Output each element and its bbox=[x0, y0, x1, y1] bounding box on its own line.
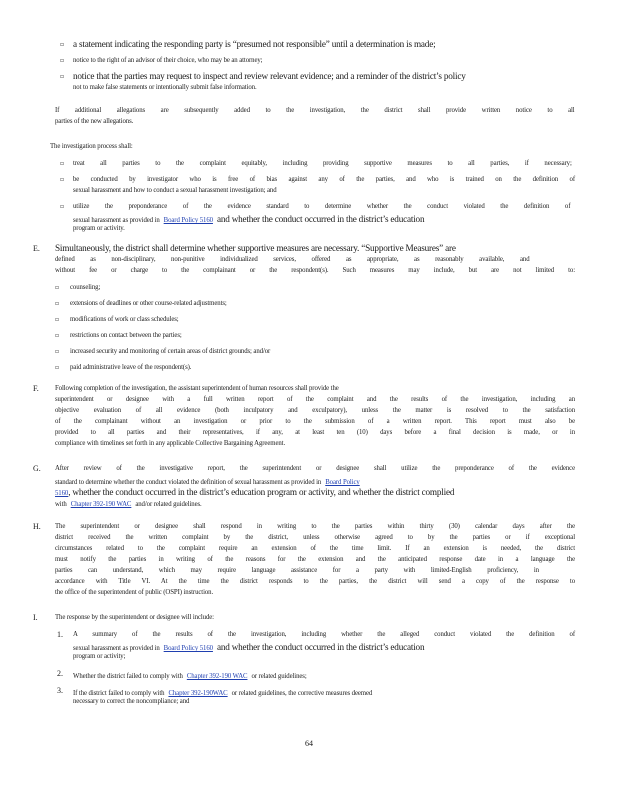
bullet-icon: ▫ bbox=[55, 348, 60, 355]
board-policy-link[interactable]: Board Policy bbox=[325, 479, 360, 486]
bullet-icon: ▫ bbox=[60, 203, 65, 210]
board-policy-5160-link[interactable]: Board Policy 5160 bbox=[163, 645, 213, 652]
list-item-continuation: not to make false statements or intentionally submit false information. bbox=[73, 84, 257, 91]
list-item: 3. If the district failed to comply with Chapter 392-190WAC or related guidelines, the corrective measures deemed bbox=[57, 686, 373, 697]
bullet-icon: ▫ bbox=[55, 332, 60, 339]
section-i: I. The response by the superintendent or designee will include: 1. A summary of the results of the investigation, including whether the alleged conduct violated the definition of sexual harassment as provided in Board Policy 5160 and whether the conduct occurred in the district’s education program or activity; 2. Whether the district failed to comply with Chapter 392-190 WAC or related guidelines; 3. If the district failed to comply with Chapter 392-190WAC or related guidelines, the corrective measures deemed necessary to correct the noncompliance; and bbox=[0, 612, 618, 707]
process-intro: The investigation process shall: bbox=[50, 143, 133, 150]
list-item: 2. Whether the district failed to comply with Chapter 392-190 WAC or related guidelines; bbox=[57, 669, 307, 680]
list-item: ▫ a statement indicating the responding party is “presumed not responsible” until a determination is made; bbox=[60, 39, 436, 49]
list-item: ▫ be conducted by investigator who is free of bias against any of the parties, and who is trained on the definition of bbox=[60, 176, 575, 183]
bullet-icon: ▫ bbox=[60, 57, 65, 64]
section-marker: H. bbox=[33, 522, 41, 531]
chapter-392-190-wac-link[interactable]: Chapter 392-190 WAC bbox=[186, 673, 248, 680]
list-item: ▫ restrictions on contact between the parties; bbox=[55, 332, 182, 339]
chapter-392-190-wac-link[interactable]: Chapter 392-190 WAC bbox=[70, 501, 132, 508]
section-marker: F. bbox=[33, 384, 39, 393]
board-policy-5160-link[interactable]: Board Policy 5160 bbox=[163, 217, 213, 224]
section-h: H. The superintendent or designee shall respond in writing to the parties within thirty (30) calendar days after the district received the written complaint by the district, unless otherwise agreed to by the parties or if exceptional circumstances related to the complaint require an extension of the time limit. If an extension is needed, the district must notify the parties in writing of the reasons for the extension and the anticipated response date in a language the parties can understand, which may require language assistance for a party with limited-English proficiency, in accordance with Title VI. At the time the district responds to the parties, the district will send a copy of the response to the office of the superintendent of public (OSPI) instruction. bbox=[33, 522, 575, 596]
list-item: ▫ increased security and monitoring of certain areas of district grounds; and/or bbox=[55, 348, 271, 355]
list-item: ▫ extensions of deadlines or other course-related adjustments; bbox=[55, 300, 227, 307]
bullet-icon: ▫ bbox=[55, 284, 60, 291]
top-bullet-list bbox=[0, 39, 618, 93]
chapter-392-190wac-link[interactable]: Chapter 392-190WAC bbox=[168, 690, 228, 697]
section-marker: E. bbox=[33, 244, 40, 253]
section-f: F. Following completion of the investigation, the assistant superintendent of human resources shall provide the superintendent or designee with a full written report of the complaint and the results of the investigation, including an objective evaluation of all evidence (both inculpatory and exculpatory), unless the matter is resolved to the satisfaction of the complainant without an investigation or prior to the submission of a written report. This report must also be provided to all parties and their representatives, if any, at least ten (10) days before a final decision is made, or in compliance with timelines set forth in any applicable Collective Bargaining Agreement. bbox=[33, 384, 575, 447]
bullet-icon: ▫ bbox=[55, 316, 60, 323]
list-item: ▫ treat all parties to the complaint equitably, including providing supportive measures to all parties, if necessary; bbox=[60, 160, 572, 167]
list-item: ▫ counseling; bbox=[55, 284, 101, 291]
bullet-icon: ▫ bbox=[60, 176, 65, 183]
section-marker: G. bbox=[33, 464, 41, 473]
section-g: G. After review of the investigative report, the superintendent or designee shall utilize the preponderance of the evidence standard to determine whether the conduct violated the definition of sexual harassment as provided in Board Policy 5160, whether the conduct occurred in the district’s education program or activity, and whether the district complied with Chapter 392-190 WAC and/or related guidelines. bbox=[33, 464, 575, 508]
bullet-icon: ▫ bbox=[60, 41, 65, 48]
section-e: E. Simultaneously, the district shall determine whether supportive measures are necessary. “Supportive Measures” are defined as non-disciplinary, non-punitive individualized services, offered as appropriate, as reasonably available, and without fee or charge to the complainant or the respondent(s). Such measures may include, but are not limited to: ▫ counseling; ▫ extensions of deadlines or other course-related adjustments; ▫ modifications of work or class schedules; ▫ restrictions on contact between the parties; ▫ increased security and monitoring of certain areas of district grounds; and/or ▫ paid administrative leave of the respondent(s). bbox=[0, 243, 618, 373]
list-item: ▫ utilize the preponderance of the evidence standard to determine whether the conduct violated the definition of bbox=[60, 203, 571, 210]
list-item: ▫ notice that the parties may request to inspect and review relevant evidence; and a reminder of the district’s policy bbox=[60, 71, 466, 81]
board-policy-5160-link[interactable]: 5160 bbox=[55, 490, 69, 497]
additional-allegations-paragraph: If additional allegations are subsequently added to the investigation, the district shall provide written notice to all parties of the new allegations. bbox=[55, 107, 575, 125]
investigation-process-section: The investigation process shall: ▫ treat all parties to the complaint equitably, including providing supportive measures to all parties, if necessary; ▫ be conducted by investigator who is free of bias against any of the parties, and who is trained on the definition of sexual harassment and how to conduct a sexual harassment investigation; and ▫ utilize the preponderance of the evidence standard to determine whether the conduct violated the definition of sexual harassment as provided in Board Policy 5160 and whether the conduct occurred in the district’s education program or activity. bbox=[0, 141, 618, 234]
bullet-icon: ▫ bbox=[55, 364, 60, 371]
bullet-icon: ▫ bbox=[60, 73, 65, 80]
list-item: ▫ paid administrative leave of the respondent(s). bbox=[55, 364, 192, 371]
list-item: ▫ notice to the right of an advisor of their choice, who may be an attorney; bbox=[60, 57, 263, 64]
list-item: 1. A summary of the results of the investigation, including whether the alleged conduct violated the definition of bbox=[57, 630, 575, 639]
list-item: ▫ modifications of work or class schedules; bbox=[55, 316, 179, 323]
bullet-icon: ▫ bbox=[55, 300, 60, 307]
bullet-icon: ▫ bbox=[60, 160, 65, 167]
section-marker: I. bbox=[33, 613, 38, 622]
page-number: 64 bbox=[305, 739, 313, 748]
